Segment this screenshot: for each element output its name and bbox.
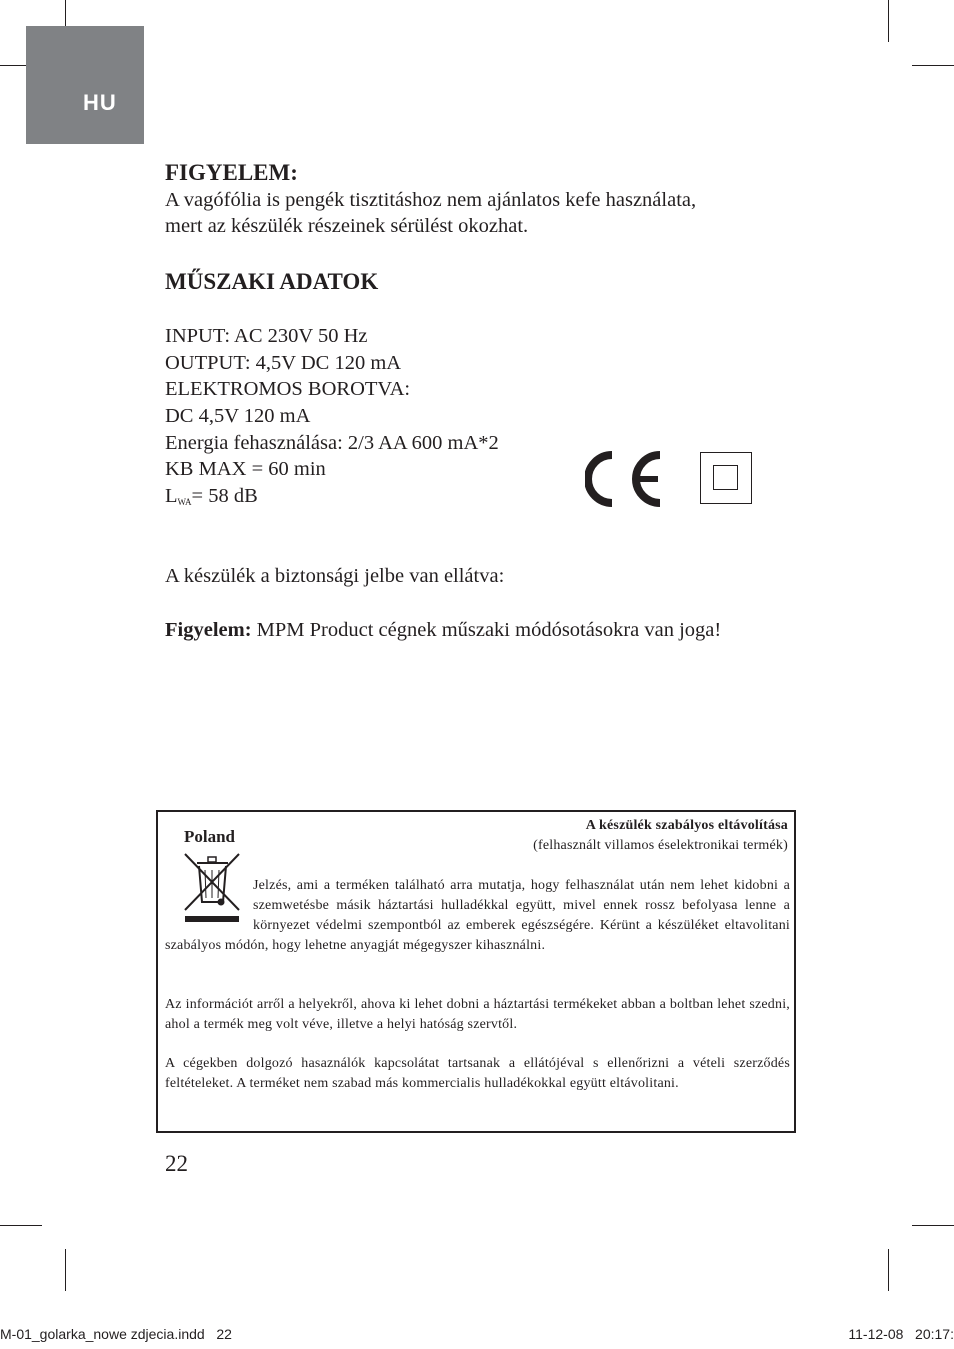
crop-mark-bottom-left-horizontal [0,1225,42,1226]
disposal-paragraph-2: Az információt arről a helyekről, ahova ki lehet dobni a háztartási termékeket abban a boltban lehet szedni, ahol a termék meg volt véve, illetve a helyi hatóság szervtől. [165,997,790,1032]
spec-input: INPUT: AC 230V 50 Hz [165,325,368,347]
spec-energy: Energia fehasználása: 2/3 AA 600 mA*2 [165,432,499,454]
language-tab [26,26,144,144]
disposal-subtitle: (felhasznált villamos éselektronikai termék) [533,838,788,853]
language-tab-label: HU [83,90,117,115]
notice-label: Figyelem: [165,619,252,641]
warning-line-2: mert az készülék részeinek sérülést okozhat. [165,215,529,237]
lwa-value: = 58 dB [191,485,258,507]
disposal-paragraph-1 [165,876,790,956]
crop-mark-bottom-right-horizontal [912,1225,954,1226]
lwa-symbol: L [165,485,178,507]
country-label: Poland [184,827,236,846]
footer-file-name: M-01_golarka_nowe zdjecia.indd 22 [0,1326,232,1342]
crop-mark-top-right-vertical [888,0,889,42]
icon-float-spacer [165,876,253,936]
crop-mark-bottom-right-vertical [888,1249,889,1291]
notice-text: MPM Product cégnek műszaki módósotásokra van joga! [251,619,722,641]
specs-heading: MŰSZAKI ADATOK [165,269,379,294]
ce-mark-icon [585,451,665,507]
disposal-info-box [156,810,796,1133]
spec-shaver-label: ELEKTROMOS BOROTVA: [165,378,411,400]
spec-runtime: KB MAX = 60 min [165,458,326,480]
spec-shaver-dc: DC 4,5V 120 mA [165,405,311,427]
safety-mark-line: A készülék a biztonsági jelbe van ellátva: [165,565,505,587]
modification-notice [165,617,721,644]
footer-date: 11-12-08 20:17: [848,1326,954,1342]
warning-line-1: A vagófólia is pengék tisztitáshoz nem ajánlatos kefe használata, [165,189,697,211]
page-number: 22 [165,1151,188,1176]
warning-heading: FIGYELEM: [165,160,298,185]
spec-noise-level [165,483,258,516]
crop-mark-bottom-left-vertical [65,1249,66,1291]
disposal-title: A készülék szabályos eltávolítása [585,818,788,833]
disposal-paragraph-1-text: Jelzés, ami a terméken található arra mutatja, hogy felhasználat után nem lehet kidobni a szemwetésbe másik háztartási hulladékkal együtt, mivel ennek rossz befolyasa lenne a környezet védelmi szempontból az emberek egészségére. Kérünt a készüléket eltavolitani szabályos módón, hogy lehetne anyagját mégegyszer kihasználni. [165,878,790,953]
crop-mark-top-right-horizontal [912,65,954,66]
double-insulation-inner-square [713,465,738,490]
disposal-paragraph-3: A cégekben dolgozó hasaználók kapcsolátat tartsanak a ellátójéval s ellenőrizni a vételi szerződés feltételeket. A terméket nem szabad más kommercialis hulladékokkal együtt eltávolitani. [165,1056,790,1091]
spec-output: OUTPUT: 4,5V DC 120 mA [165,352,402,374]
double-insulation-icon [700,452,752,504]
lwa-subscript: WA [177,497,192,507]
